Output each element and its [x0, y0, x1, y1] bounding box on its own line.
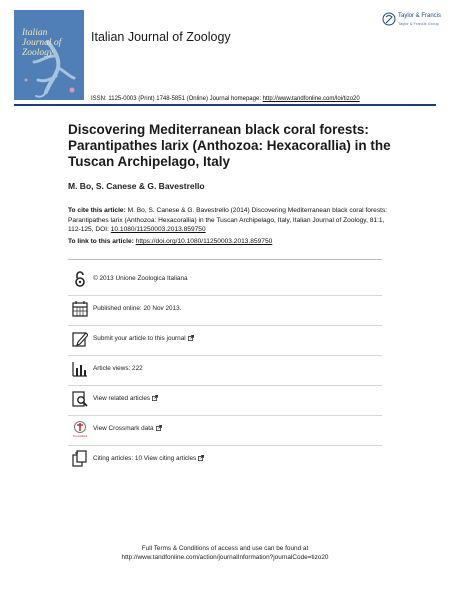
submit-article-link[interactable]	[68, 326, 382, 356]
crossmark-icon	[72, 420, 88, 438]
magnifier-document-icon	[72, 390, 88, 408]
terms-footer	[0, 545, 450, 562]
journal-homepage-link[interactable]: http://www.tandfonline.com/loi/tizo20	[262, 96, 360, 102]
issn-line	[91, 96, 360, 102]
bar-chart-icon	[72, 360, 88, 378]
terms-text: Full Terms & Conditions of access and use can be found at	[141, 545, 309, 552]
article-views-text: Article views: 222	[93, 365, 143, 372]
citation-block	[68, 206, 388, 235]
journal-title: Italian Journal of Zoology	[91, 30, 231, 44]
cover-title: Italian Journal of Zoology	[22, 28, 62, 58]
calendar-icon	[72, 300, 88, 318]
external-link-icon	[156, 425, 162, 431]
issn-text: ISSN: 1125-0003 (Print) 1748-5851 (Online) Journal homepage:	[91, 96, 261, 102]
cite-text: M. Bo, S. Canese & G. Bavestrello (2014) Discovering Mediterranean black coral forests: Parantipathes larix (Anthozoa: Hexacorallia) in the Tuscan Archipelago, Italy, Italian Journal of Zoology, 81:1, 112-125, DOI:	[68, 207, 388, 233]
citing-articles-link[interactable]	[68, 446, 382, 476]
info-row-views	[68, 356, 382, 386]
citing-documents-icon	[72, 450, 88, 468]
info-row-published	[68, 296, 382, 326]
submit-article-label: Submit your article to this journal	[93, 335, 194, 342]
terms-link[interactable]: http://www.tandfonline.com/action/journalInformation?journalCode=tizo20	[121, 553, 329, 561]
info-row-copyright	[68, 266, 382, 296]
link-label: To link to this article:	[68, 238, 134, 245]
section-divider	[68, 259, 382, 260]
publisher-name: Taylor & Francis	[398, 13, 442, 19]
edit-pencil-icon	[72, 330, 88, 348]
header-divider	[14, 104, 436, 106]
external-link-icon	[188, 335, 194, 341]
cite-doi-link[interactable]: 10.1080/11250003.2013.859750	[110, 226, 206, 233]
related-articles-link[interactable]	[68, 386, 382, 416]
copyright-text: © 2013 Unione Zoologica Italiana	[93, 275, 188, 282]
doi-url-link[interactable]: https://doi.org/10.1080/11250003.2013.859750	[135, 238, 273, 245]
crossmark-label: View Crossmark data	[93, 425, 162, 432]
external-link-icon	[152, 395, 158, 401]
cite-label: To cite this article:	[68, 207, 126, 214]
related-articles-label: View related articles	[93, 395, 158, 402]
open-access-lock-icon	[72, 270, 88, 288]
publisher-logo-icon	[382, 12, 396, 26]
publisher-group: Taylor & Francis Group	[398, 21, 439, 26]
crossmark-link[interactable]	[68, 416, 382, 446]
link-line	[68, 238, 272, 245]
external-link-icon	[198, 455, 204, 461]
published-date-text: Published online: 20 Nov 2013.	[93, 305, 182, 312]
journal-header	[14, 10, 442, 106]
article-title: Discovering Mediterranean black coral forests: Parantipathes larix (Anthozoa: Hexacorallia) in the Tuscan Archipelago, Italy	[68, 122, 391, 169]
taylor-francis-logo[interactable]	[382, 12, 444, 34]
citing-articles-label: Citing articles: 10 View citing articles	[93, 455, 204, 462]
article-authors: M. Bo, S. Canese & G. Bavestrello	[68, 181, 205, 191]
journal-cover-image	[14, 10, 84, 100]
crossmark-badge: CrossMark	[72, 434, 88, 438]
